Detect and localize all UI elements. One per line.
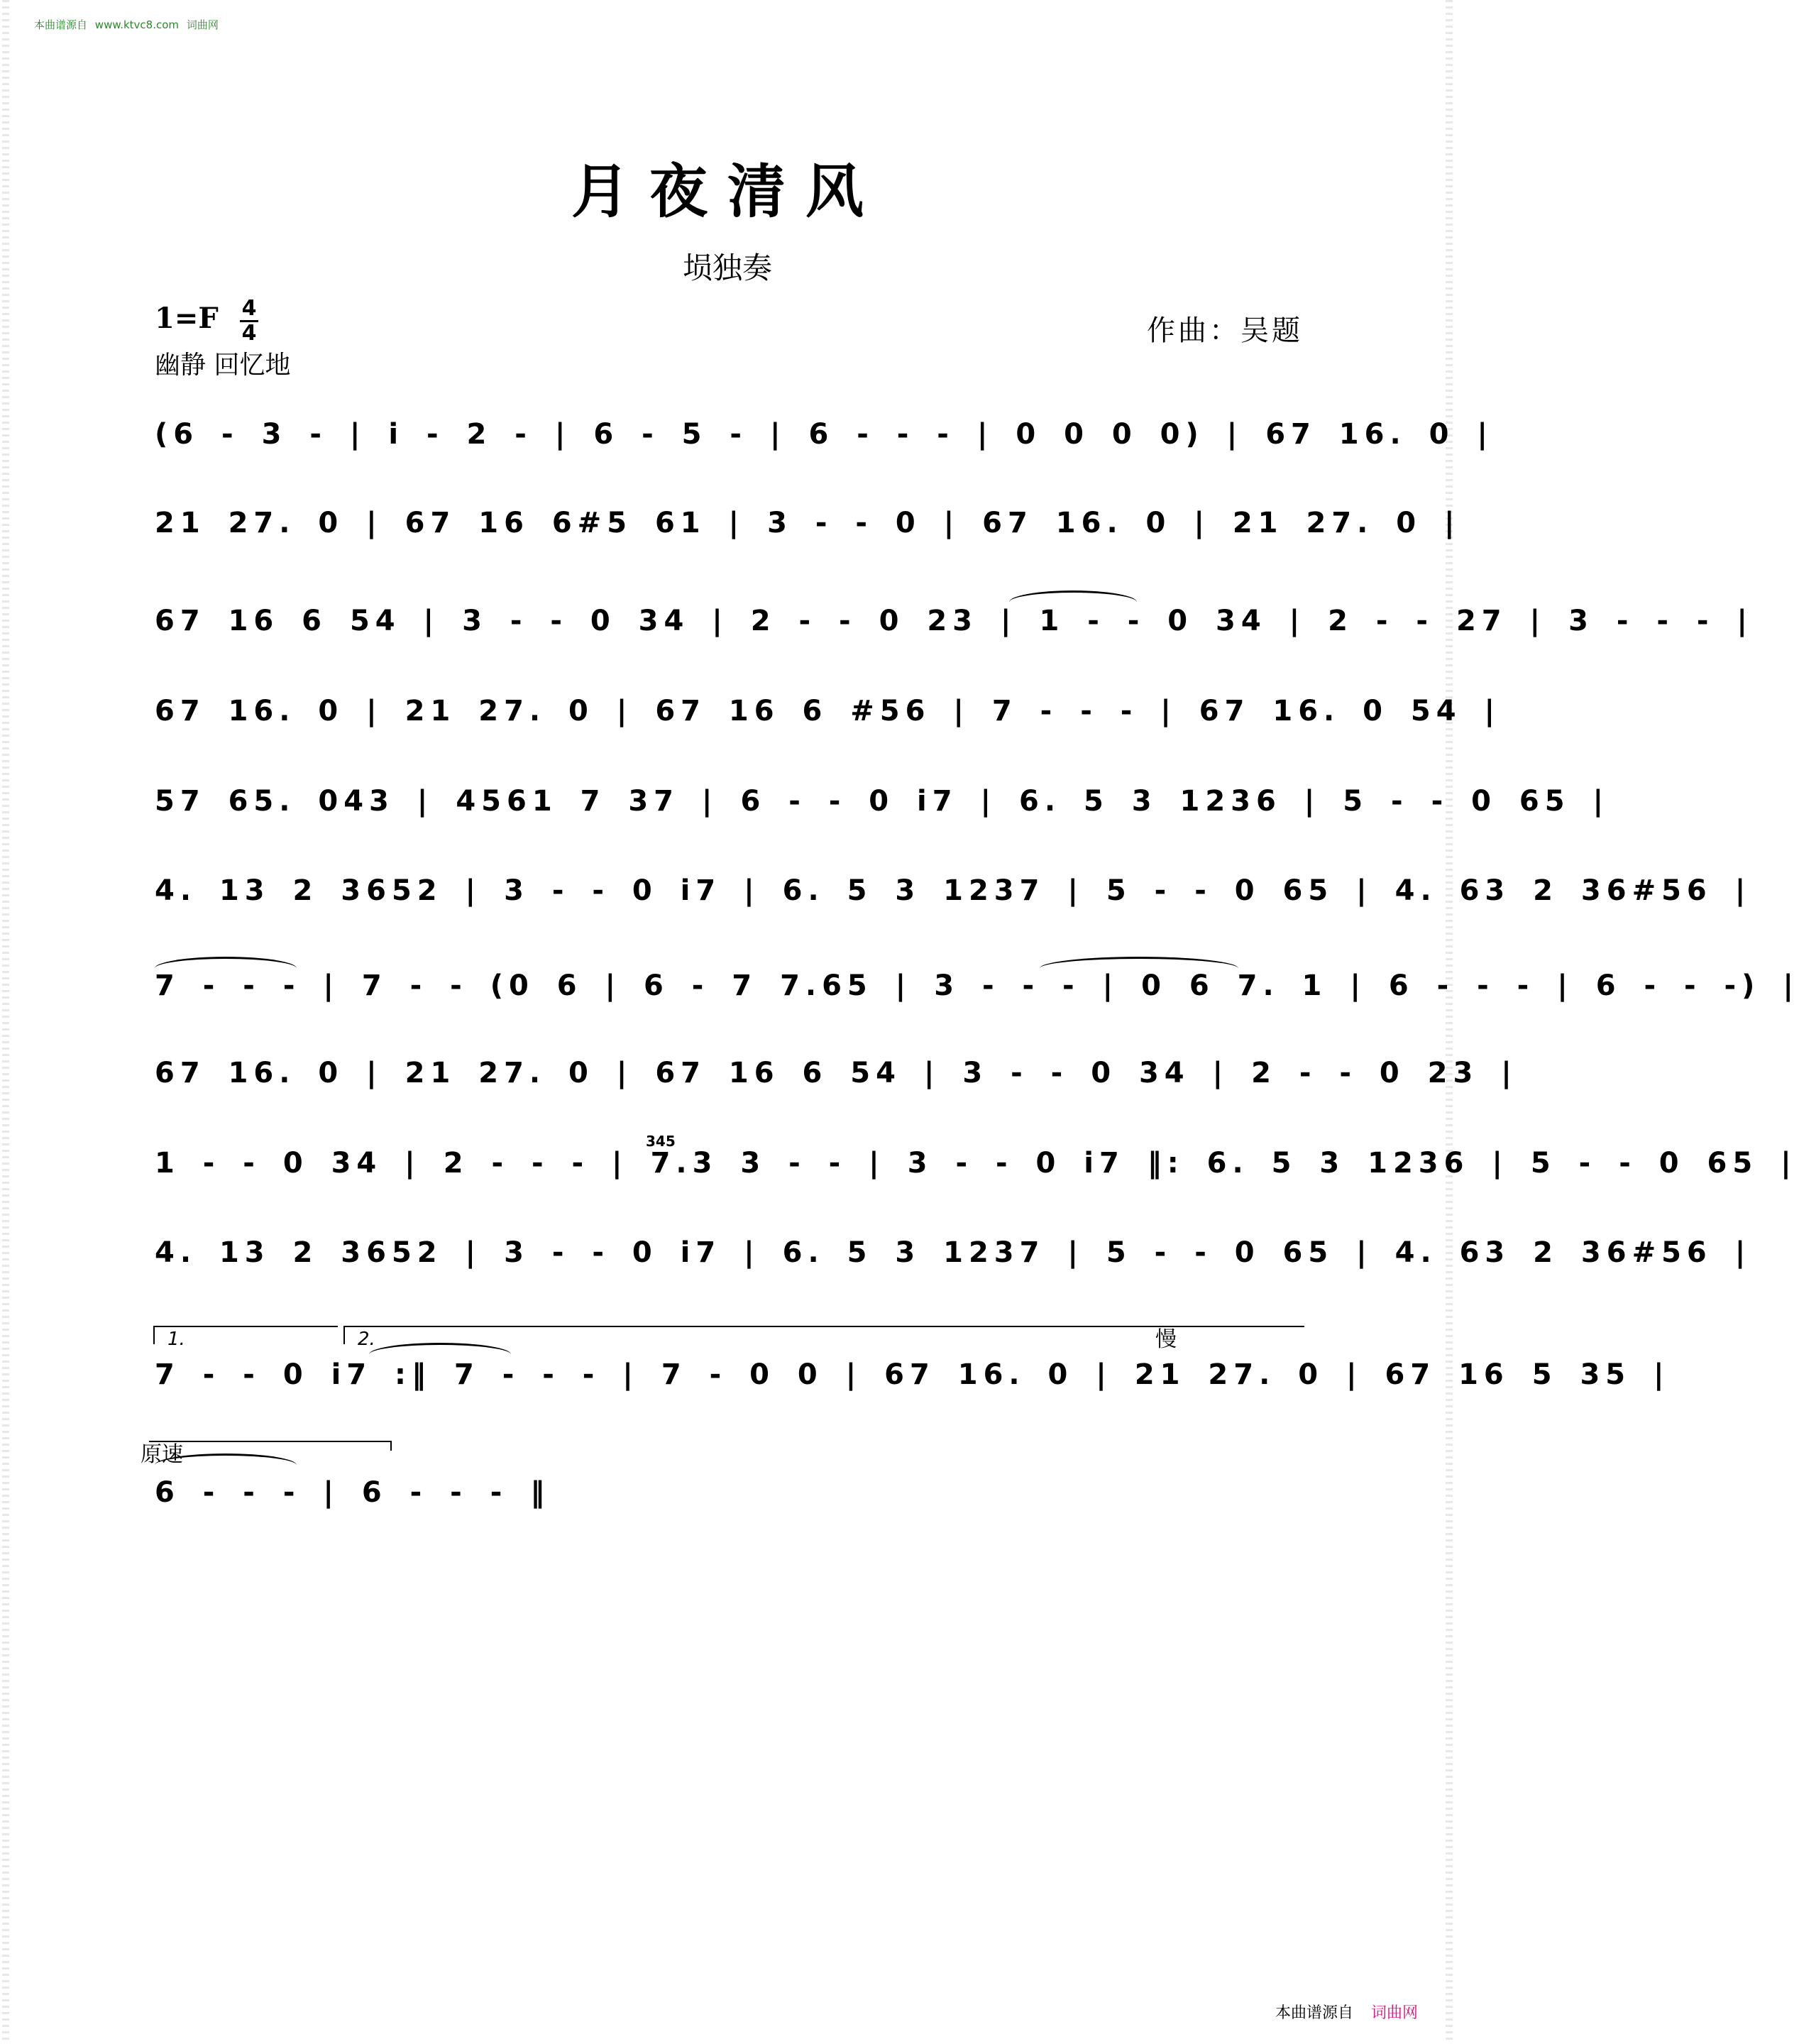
left-border-strip: [2, 0, 9, 2044]
line-notes: 21 27. 0 | 67 16 6#5 61 | 3 - - 0 | 67 16. 0 | 21 27. 0 |: [155, 507, 1460, 539]
slur: [1009, 590, 1137, 614]
notation-line-6: [149, 864, 1751, 921]
site-footer: [1275, 2001, 1418, 2023]
line-notes: 1 - - 0 34 | 2 - - - | 7.3 3 - - | 3 - - 0 i7 ‖: 6. 5 3 1236 | 5 - - 0 65 |: [155, 1147, 1797, 1180]
footer-source: 本曲谱源自: [1275, 2004, 1353, 2022]
notation-line-3: [149, 595, 1754, 652]
header-url[interactable]: www.ktvc8.com: [94, 18, 180, 31]
line-notes: 4. 13 2 3652 | 3 - - 0 i7 | 6. 5 3 1237 | 5 - - 0 65 | 4. 63 2 36#56 |: [155, 1236, 1751, 1269]
score-subtitle: 埙独奏: [682, 251, 772, 285]
site-header: [34, 17, 219, 32]
footer-brand-link[interactable]: 词曲网: [1370, 2004, 1418, 2022]
right-border-strip: [1446, 0, 1453, 2044]
volta-label: 2.: [358, 1329, 375, 1350]
notation-line-12: [149, 1466, 1306, 1523]
notation-line-10: [149, 1226, 1751, 1283]
line-notes: (6 - 3 - | i - 2 - | 6 - 5 - | 6 - - - | 0 0 0 0) | 67 16. 0 |: [155, 418, 1493, 451]
line-notes: 7 - - 0 i7 :‖ 7 - - - | 7 - 0 0 | 67 16. 0 | 21 27. 0 | 67 16 5 35 |: [155, 1358, 1670, 1391]
slow-marking: 慢: [1155, 1327, 1177, 1352]
slur: [1040, 957, 1238, 980]
notation-line-7: [149, 960, 1799, 1016]
line-notes: 67 16. 0 | 21 27. 0 | 67 16 6 #56 | 7 - - - | 67 16. 0 54 |: [155, 695, 1501, 727]
original-tempo-marking: 原速: [141, 1442, 183, 1467]
notation-line-8: [149, 1047, 1517, 1104]
grace-note: 345: [646, 1133, 676, 1150]
line-notes: 57 65. 043 | 4561 7 37 | 6 - - 0 i7 | 6. 5 3 1236 | 5 - - 0 65 |: [155, 785, 1610, 818]
meter-top: 4: [241, 296, 257, 321]
tempo-marking: 幽静 回忆地: [155, 351, 291, 380]
notation-line-9: [149, 1133, 1797, 1194]
line-notes: 67 16. 0 | 21 27. 0 | 67 16 6 54 | 3 - - 0 34 | 2 - - 0 23 |: [155, 1057, 1517, 1089]
slur: [369, 1343, 511, 1366]
score-title: 月夜清风: [571, 158, 884, 226]
header-site: 词曲网: [186, 18, 219, 31]
header-source: 本曲谱源自: [34, 18, 88, 31]
time-signature: [240, 298, 258, 344]
volta-first-ending: [153, 1326, 338, 1350]
notation-line-11: [149, 1348, 1670, 1405]
line-notes: 67 16 6 54 | 3 - - 0 34 | 2 - - 0 23 | 1 - - 0 34 | 2 - - 27 | 3 - - - |: [155, 605, 1754, 637]
slur: [155, 957, 297, 980]
notation-line-4: [149, 685, 1501, 742]
notation-line-2: [149, 497, 1460, 554]
notation-line-5: [149, 775, 1610, 832]
key-signature: 1=F: [155, 302, 219, 335]
composer-credit: 作曲：吴题: [1147, 314, 1303, 347]
slur: [155, 1454, 297, 1477]
notation-line-1: [149, 408, 1493, 465]
line-notes: 7 - - - | 7 - - (0 6 | 6 - 7 7.65 | 3 - - - | 0 6 7. 1 | 6 - - - | 6 - - -) |: [155, 969, 1799, 1002]
volta-label: 1.: [167, 1329, 185, 1350]
meter-bottom: 4: [241, 321, 257, 346]
line-notes: 4. 13 2 3652 | 3 - - 0 i7 | 6. 5 3 1237 | 5 - - 0 65 | 4. 63 2 36#56 |: [155, 874, 1751, 907]
line-notes: 6 - - - | 6 - - - ‖: [155, 1476, 551, 1509]
tempo-bracket: [149, 1441, 392, 1451]
